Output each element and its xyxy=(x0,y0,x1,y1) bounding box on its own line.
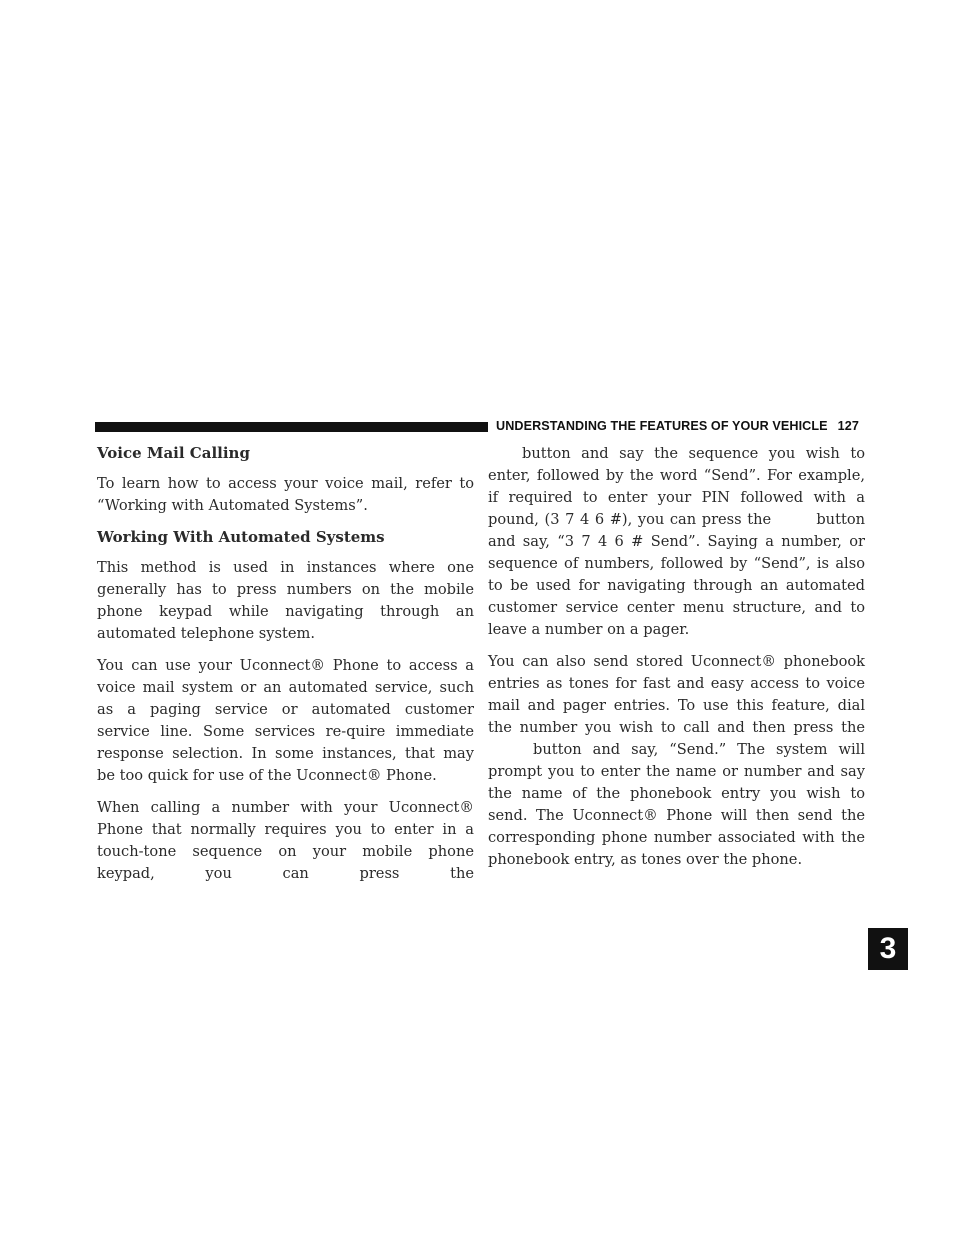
right-column xyxy=(488,443,865,881)
page-header xyxy=(496,416,866,436)
page-number: 127 xyxy=(837,419,859,433)
paragraph: When calling a number with your Uconnect® Phone that normally requires you to enter in a touch-tone sequence on your mobile phone keypad, you can press the xyxy=(97,799,474,882)
left-column xyxy=(97,443,474,895)
paragraph-text: You can also send stored Uconnect® phonebook entries as tones for fast and easy access to voice mail and pager entries. To use this feature, dial the number you wish to call and then press the xyxy=(488,653,865,736)
paragraph: This method is used in instances where one generally has to press numbers on the mobile phone keypad while navigating through an automated telephone system. xyxy=(97,559,474,642)
paragraph-text: button and say, “Send.” The system will prompt you to enter the name or number and say the name of the phonebook entry you wish to send. The Uconnect® Phone will then send the corresponding phone number associated with the phonebook entry, as tones over the phone. xyxy=(488,741,866,868)
heading-voice-mail-calling: Voice Mail Calling xyxy=(97,444,250,462)
section-title: UNDERSTANDING THE FEATURES OF YOUR VEHICLE xyxy=(496,419,828,433)
phone-button-icon xyxy=(488,743,522,757)
paragraph xyxy=(488,651,865,871)
heading-working-with-automated-systems: Working With Automated Systems xyxy=(97,528,385,546)
paragraph-text: button and say, “3 7 4 6 # Send”. Saying a number, or sequence of numbers, followed by “Send”, is also to be used for navigating through an automated customer service center menu structure, and to leave a number on a pager. xyxy=(488,511,865,638)
phone-button-icon xyxy=(777,513,811,527)
paragraph-text: button and say the sequence you wish to enter, followed by the word “Send”. For example, if required to enter your PIN followed with a pound, (3 7 4 6 #), you can press the xyxy=(488,445,865,528)
header-bar xyxy=(95,422,488,432)
chapter-tab: 3 xyxy=(868,928,908,970)
paragraph: You can use your Uconnect® Phone to access a voice mail system or an automated service, such as a paging service or automated customer service line. Some services re-quire immediate response selection. In some instances, that may be too quick for use of the Uconnect® Phone. xyxy=(97,657,474,784)
paragraph xyxy=(488,443,865,641)
paragraph: To learn how to access your voice mail, refer to “Working with Automated Systems”. xyxy=(97,475,474,514)
